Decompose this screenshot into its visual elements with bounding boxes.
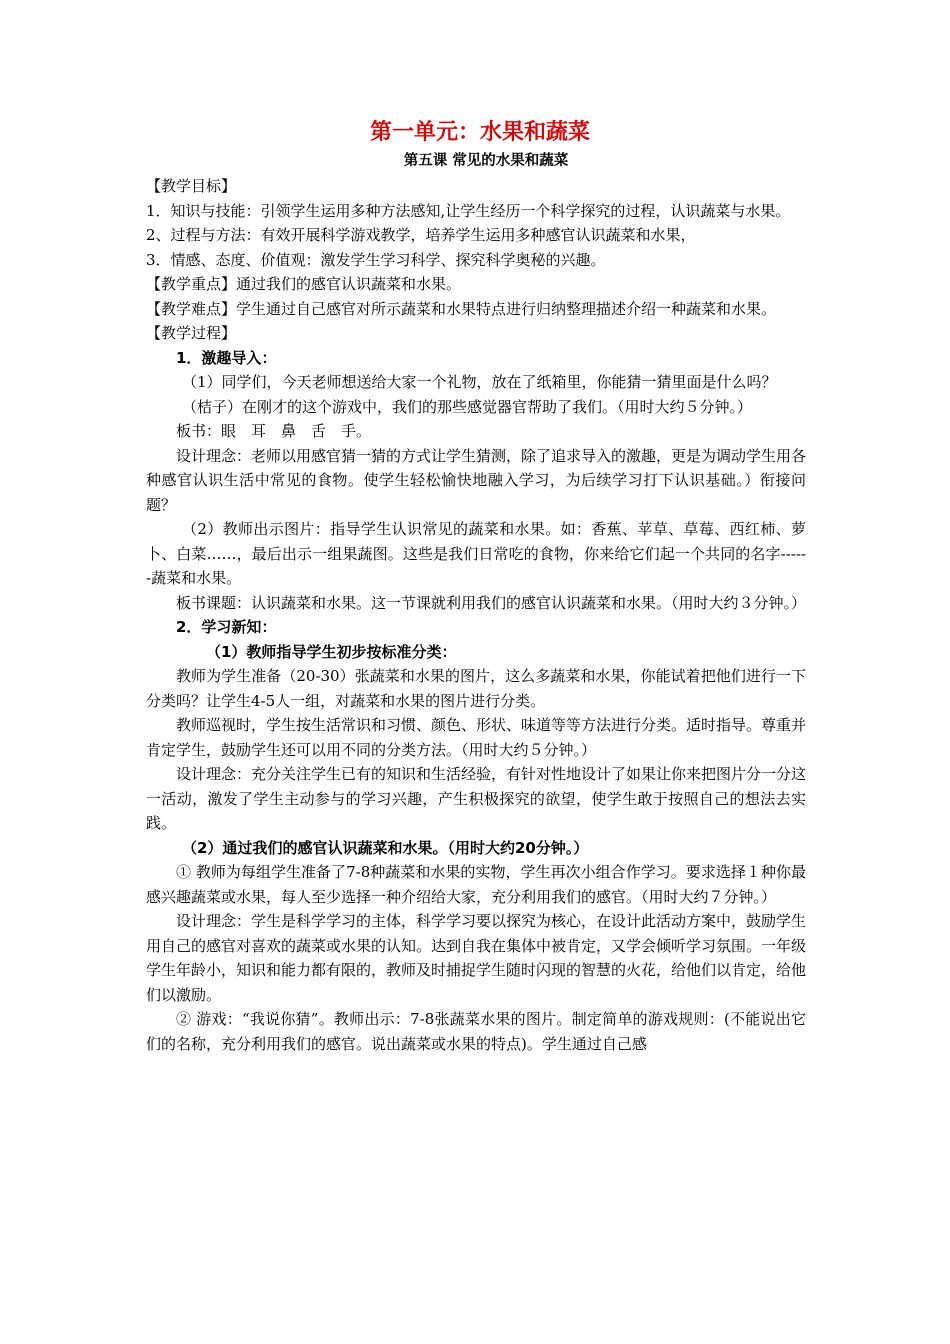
- paragraph: 设计理念：学生是科学学习的主体，科学学习要以探究为核心，在设计此活动方案中，鼓励学生用自己的感官对喜欢的蔬菜或水果的认知。达到自我在集体中被肯定，又学会倾听学习氛围。一年级学生年龄小，知识和能力都有限的，教师及时捕捉学生随时闪现的智慧的火花，给他们以肯定，给他们以激励。: [146, 912, 807, 1004]
- unit-title: 第一单元：水果和蔬菜: [369, 120, 590, 145]
- objective-3: 3．情感、态度、价值观：激发学生学习科学、探究科学奥秘的兴趣。: [146, 250, 606, 269]
- paragraph: 板书课题：认识蔬菜和水果。这一节课就利用我们的感官认识蔬菜和水果。（用时大约３分钟。）: [176, 593, 807, 612]
- objective-1: 1．知识与技能：引领学生运用多种方法感知,让学生经历一个科学探究的过程，认识蔬菜与水果。: [146, 201, 791, 220]
- document-page: [146, 118, 806, 1056]
- paragraph: （1）同学们，今天老师想送给大家一个礼物，放在了纸箱里，你能猜一猜里面是什么吗？: [182, 373, 777, 391]
- key-point: 【教学重点】通过我们的感官认识蔬菜和水果。: [146, 275, 462, 293]
- paragraph: 教师为学生准备（20-30）张蔬菜和水果的图片，这么多蔬菜和水果，你能试着把他们进行一下分类吗？让学生4-5人一组，对蔬菜和水果的图片进行分类。: [146, 667, 806, 710]
- objectives-heading: 【教学目标】: [146, 177, 237, 195]
- paragraph: 设计理念：老师以用感官猜一猜的方式让学生猜测，除了追求导入的激趣，更是为调动学生用各种感官认识生活中常见的食物。使学生轻松愉快地融入学习，为后续学习打下认识基础。）衔接问题？: [146, 446, 807, 514]
- paragraph: 设计理念：充分关注学生已有的知识和生活经验，有针对性地设计了如果让你来把图片分一分这一活动，激发了学生主动参与的学习兴趣，产生积极探究的欲望，使学生敢于按照自己的想法去实践。: [146, 765, 807, 832]
- paragraph: ② 游戏：“我说你猜”。教师出示：7-8张蔬菜水果的图片。制定简单的游戏规则：(不能说出它们的名称，充分利用我们的感官。说出蔬菜或水果的特点)。学生通过自己感: [146, 1010, 806, 1053]
- subsection-heading: （1）教师指导学生初步按标准分类：: [206, 642, 457, 661]
- difficulty: 【教学难点】学生通过自己感官对所示蔬菜和水果特点进行归纳整理描述介绍一种蔬菜和水果。: [146, 299, 777, 318]
- section-2-heading: 2．学习新知：: [176, 618, 277, 636]
- objective-2: 2、过程与方法：有效开展科学游戏教学，培养学生运用多种感官认识蔬菜和水果，: [146, 226, 696, 244]
- lesson-subtitle: 第五课 常见的水果和蔬菜: [403, 153, 569, 169]
- subsection-heading: （2）通过我们的感官认识蔬菜和水果。（用时大约20分钟。）: [182, 838, 589, 857]
- process-heading: 【教学过程】: [146, 324, 237, 342]
- section-1-heading: 1．激趣导入：: [176, 348, 277, 367]
- paragraph: （2）教师出示图片：指导学生认识常见的蔬菜和水果。如：香蕉、苹草、草莓、西红柿、萝卜、白菜……，最后出示一组果蔬图。这些是我们日常吃的食物，你来给它们起一个共同的名字------蔬菜和水果。: [146, 520, 806, 587]
- paragraph: 教师巡视时，学生按生活常识和习惯、颜色、形状、味道等等方法进行分类。适时指导。尊重并肯定学生，鼓励学生还可以用不同的分类方法。（用时大约５分钟。）: [146, 716, 807, 759]
- paragraph: ① 教师为每组学生准备了7-8种蔬菜和水果的实物，学生再次小组合作学习。要求选择１种你最感兴趣蔬菜或水果，每人至少选择一种介绍给大家，充分利用我们的感官。（用时大约７分钟。）: [146, 863, 806, 906]
- paragraph: （桔子）在刚才的这个游戏中，我们的那些感觉器官帮助了我们。（用时大约５分钟。）: [182, 397, 753, 416]
- paragraph: 板书：眼 耳 鼻 舌 手。: [176, 422, 372, 440]
